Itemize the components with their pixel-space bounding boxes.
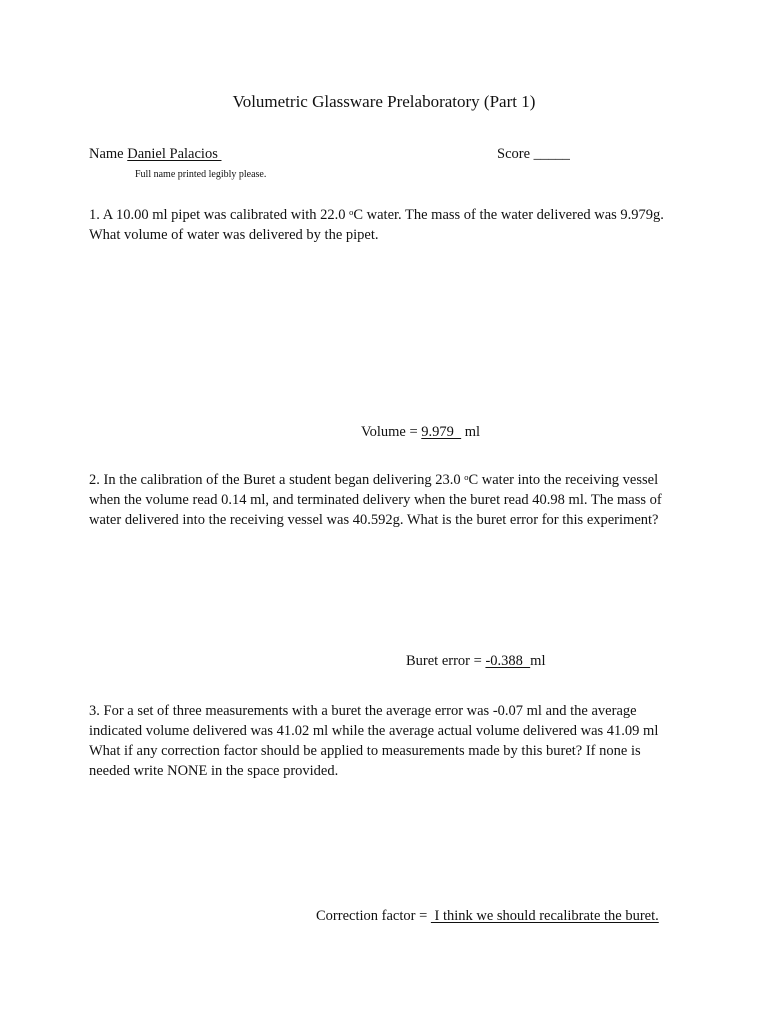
score-blank: _____ bbox=[533, 146, 570, 162]
name-note: Full name printed legibly please. bbox=[135, 169, 267, 180]
question-2-answer bbox=[406, 651, 545, 671]
name-value: Daniel Palacios bbox=[127, 146, 222, 162]
question-1-text: 1. A 10.00 ml pipet was calibrated with 22.0 ᵒC water. The mass of the water delivered was 9.979g. What volume of water was delivered by the pipet. bbox=[89, 207, 664, 243]
question-1-answer bbox=[361, 422, 480, 442]
question-2-text: 2. In the calibration of the Buret a student began delivering 23.0 ᵒC water into the receiving vessel when the volume read 0.14 ml, and terminated delivery when the buret read 40.98 ml. The mass of water delivered into the receiving vessel was 40.592g. What is the buret error for this experiment? bbox=[89, 472, 662, 528]
correction-factor-label: Correction factor = bbox=[316, 908, 428, 924]
score-label: Score bbox=[497, 146, 531, 162]
page-title: Volumetric Glassware Prelaboratory (Part 1) bbox=[232, 92, 536, 111]
correction-factor-value: I think we should recalibrate the buret. bbox=[430, 908, 659, 924]
volume-value: 9.979 bbox=[421, 424, 462, 440]
volume-unit: ml bbox=[464, 424, 481, 440]
question-3-answer bbox=[316, 906, 659, 926]
volume-label: Volume = bbox=[361, 424, 418, 440]
score-line bbox=[497, 144, 570, 164]
buret-error-unit: ml bbox=[530, 653, 546, 669]
buret-error-value: -0.388 bbox=[485, 653, 531, 669]
name-line bbox=[89, 144, 221, 164]
buret-error-label: Buret error = bbox=[406, 653, 482, 669]
question-3-text: 3. For a set of three measurements with a buret the average error was -0.07 ml and the average indicated volume delivered was 41.02 ml while the average actual volume delivered was 41.09 ml What if any correction factor should be applied to measurements made by this buret? If none is needed write NONE in the space provided. bbox=[89, 703, 659, 779]
name-label: Name bbox=[89, 146, 124, 162]
